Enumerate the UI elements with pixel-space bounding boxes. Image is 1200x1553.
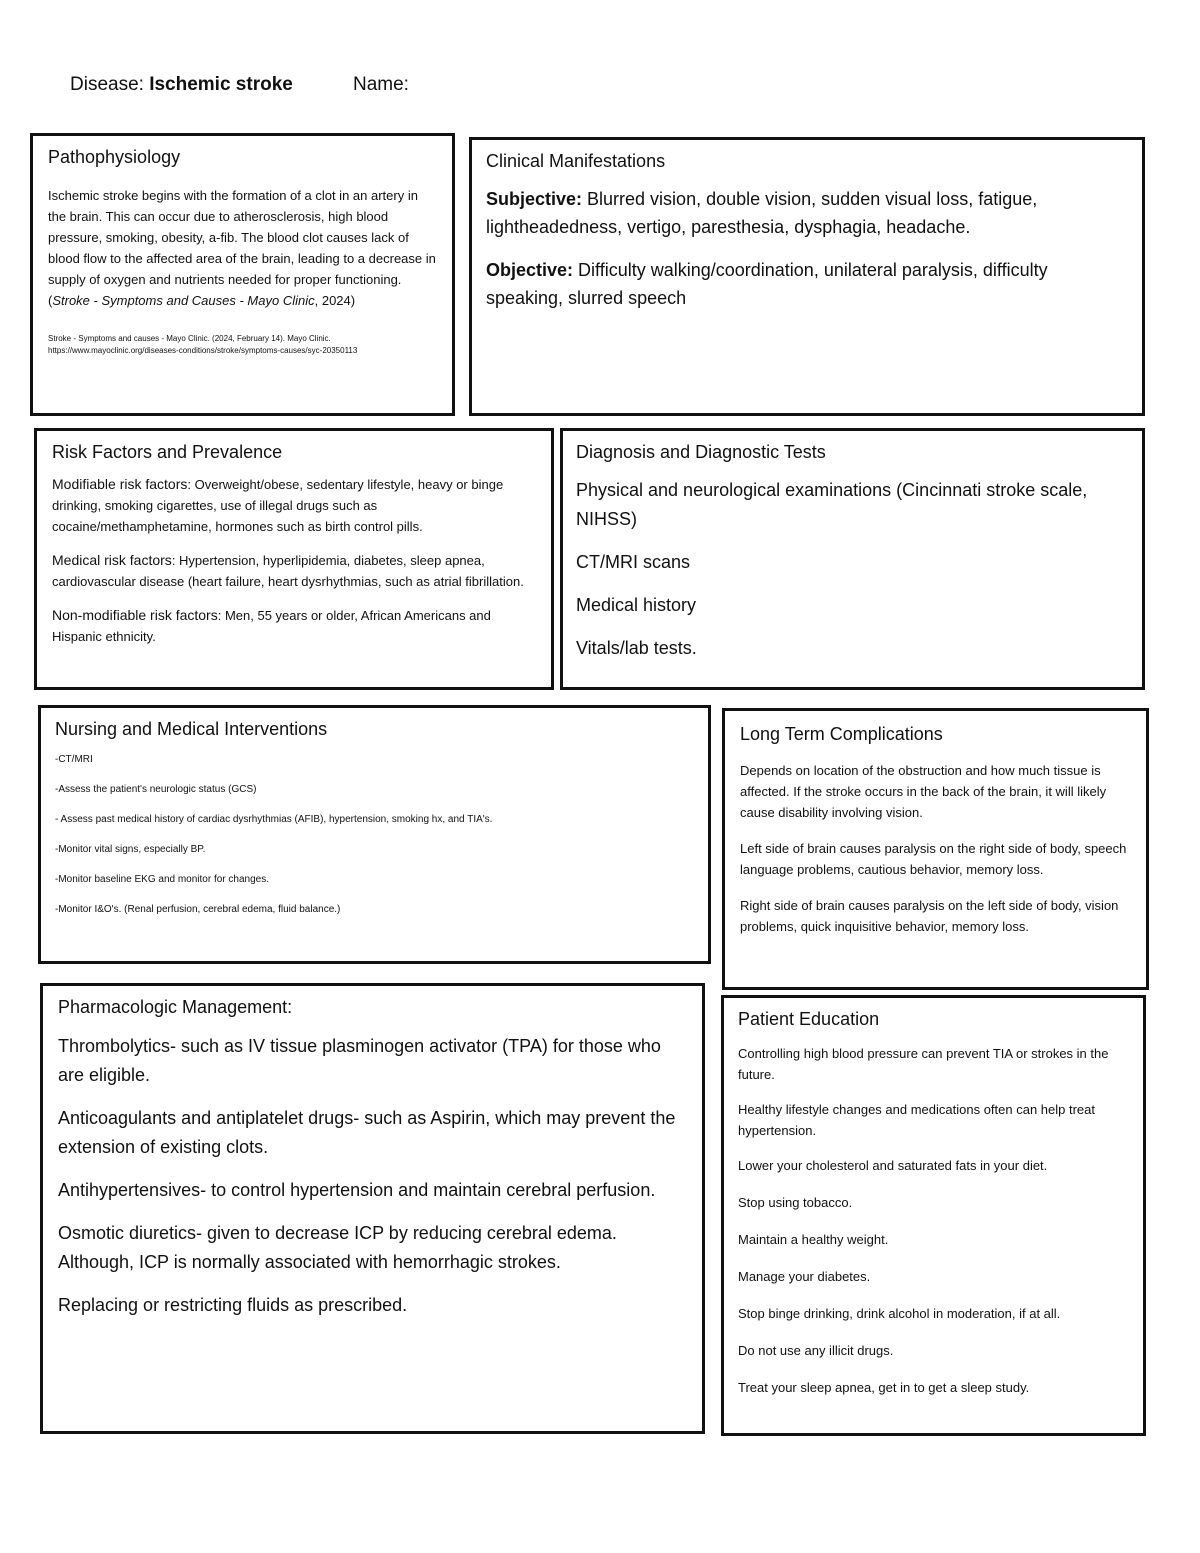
objective-text <box>486 256 1128 312</box>
diagnosis-item: Vitals/lab tests. <box>576 638 697 659</box>
diagnosis-item: Medical history <box>576 595 697 616</box>
nursing-box <box>38 705 711 964</box>
long-term-item: Left side of brain causes paralysis on the right side of body, speech language problems, cautious behavior, memory loss. <box>740 841 1127 878</box>
clinical-box <box>469 137 1145 416</box>
disease-value: Ischemic stroke <box>149 74 293 95</box>
long-term-title: Long Term Complications <box>740 724 943 744</box>
objective-label: Objective: <box>486 260 574 281</box>
citation: Stroke - Symptoms and causes - Mayo Clinic. (2024, February 14). Mayo Clinic. https://www.mayoclinic.org/diseases-conditions/stroke/symptoms-causes/syc-20350113 <box>48 334 358 356</box>
education-item: Maintain a healthy weight. <box>738 1232 889 1248</box>
education-item: Treat your sleep apnea, get in to get a sleep study. <box>738 1380 1030 1396</box>
education-item: Lower your cholesterol and saturated fats in your diet. <box>738 1158 1048 1174</box>
diagnosis-box <box>560 428 1145 690</box>
risk-title: Risk Factors and Prevalence <box>52 442 283 462</box>
medical-risk-label: Medical risk factors <box>52 552 172 569</box>
modifiable-body: : Overweight/obese, sedentary lifestyle, heavy or binge drinking, smoking cigarettes, use of illegal drugs such as cocaine/methamphetamine, hormones such as birth control pills. <box>52 477 504 535</box>
nursing-item: -Monitor I&O's. (Renal perfusion, cerebral edema, fluid balance.) <box>55 904 341 916</box>
modifiable-text <box>52 474 537 537</box>
pathophysiology-box <box>30 133 455 416</box>
education-item: Do not use any illicit drugs. <box>738 1343 894 1359</box>
education-item: Stop binge drinking, drink alcohol in moderation, if at all. <box>738 1306 1061 1322</box>
risk-box <box>34 428 554 690</box>
disease-header <box>70 74 293 96</box>
pharm-item: Anticoagulants and antiplatelet drugs- such as Aspirin, which may prevent the extension of existing clots. <box>58 1108 676 1158</box>
long-term-item: Depends on location of the obstruction and how much tissue is affected. If the stroke occurs in the back of the brain, it will likely cause disability involving vision. <box>740 763 1107 821</box>
pharm-item: Osmotic diuretics- given to decrease ICP by reducing cerebral edema. Although, ICP is normally associated with hemorrhagic strokes. <box>58 1223 617 1273</box>
education-title: Patient Education <box>738 1009 880 1029</box>
modifiable-label: Modifiable risk factors <box>52 476 188 493</box>
pharm-title: Pharmacologic Management: <box>58 997 293 1017</box>
subjective-label: Subjective: <box>486 189 583 210</box>
diagnosis-title: Diagnosis and Diagnostic Tests <box>576 442 826 462</box>
non-modifiable-body: : Men, 55 years or older, African Americans and Hispanic ethnicity. <box>52 608 491 645</box>
subjective-text <box>486 185 1128 241</box>
pharm-box <box>40 983 705 1434</box>
pathophysiology-source: Stroke - Symptoms and Causes - Mayo Clinic <box>52 293 315 309</box>
long-term-item: Right side of brain causes paralysis on the left side of body, vision problems, quick inquisitive behavior, memory loss. <box>740 898 1119 935</box>
medical-risk-text <box>52 550 537 592</box>
pathophysiology-text-end: , 2024) <box>314 293 356 309</box>
nursing-item: -Assess the patient's neurologic status (GCS) <box>55 784 257 796</box>
pathophysiology-title: Pathophysiology <box>48 147 181 167</box>
nursing-item: - Assess past medical history of cardiac dysrhythmias (AFIB), hypertension, smoking hx, and TIA's. <box>55 814 493 826</box>
education-item: Controlling high blood pressure can prevent TIA or strokes in the future. <box>738 1046 1109 1083</box>
nursing-item: -CT/MRI <box>55 754 93 766</box>
medical-risk-body: : Hypertension, hyperlipidemia, diabetes, sleep apnea, cardiovascular disease (heart failure, heart dysrhythmias, such as atrial fibrillation. <box>52 553 524 590</box>
pharm-item: Replacing or restricting fluids as prescribed. <box>58 1295 408 1316</box>
diagnosis-item: CT/MRI scans <box>576 552 691 573</box>
non-modifiable-text <box>52 605 537 647</box>
objective-body: Difficulty walking/coordination, unilateral paralysis, difficulty speaking, slurred speech <box>486 260 1048 309</box>
pathophysiology-text: Ischemic stroke begins with the formation of a clot in an artery in the brain. This can occur due to atherosclerosis, high blood pressure, smoking, obesity, a-fib. The blood clot causes lack of blood flow to the affected area of the brain, leading to a decrease in supply of oxygen and nutrients needed for proper functioning. ( <box>48 188 436 309</box>
non-modifiable-label: Non-modifiable risk factors <box>52 607 218 624</box>
nursing-item: -Monitor vital signs, especially BP. <box>55 844 206 856</box>
long-term-box <box>722 708 1149 990</box>
education-item: Healthy lifestyle changes and medications often can help treat hypertension. <box>738 1102 1095 1139</box>
education-item: Manage your diabetes. <box>738 1269 871 1285</box>
name-label: Name: <box>353 74 409 95</box>
clinical-title: Clinical Manifestations <box>486 151 666 171</box>
pharm-item: Thrombolytics- such as IV tissue plasminogen activator (TPA) for those who are eligible. <box>58 1036 661 1086</box>
pharm-item: Antihypertensives- to control hypertension and maintain cerebral perfusion. <box>58 1180 656 1201</box>
nursing-title: Nursing and Medical Interventions <box>55 719 328 739</box>
education-box <box>721 995 1146 1436</box>
education-item: Stop using tobacco. <box>738 1195 853 1211</box>
pathophysiology-body <box>48 185 438 311</box>
diagnosis-item: Physical and neurological examinations (Cincinnati stroke scale, NIHSS) <box>576 480 1088 530</box>
subjective-body: Blurred vision, double vision, sudden visual loss, fatigue, lightheadedness, vertigo, paresthesia, dysphagia, headache. <box>486 189 1038 238</box>
disease-label: Disease: <box>70 74 150 95</box>
nursing-item: -Monitor baseline EKG and monitor for changes. <box>55 874 269 886</box>
